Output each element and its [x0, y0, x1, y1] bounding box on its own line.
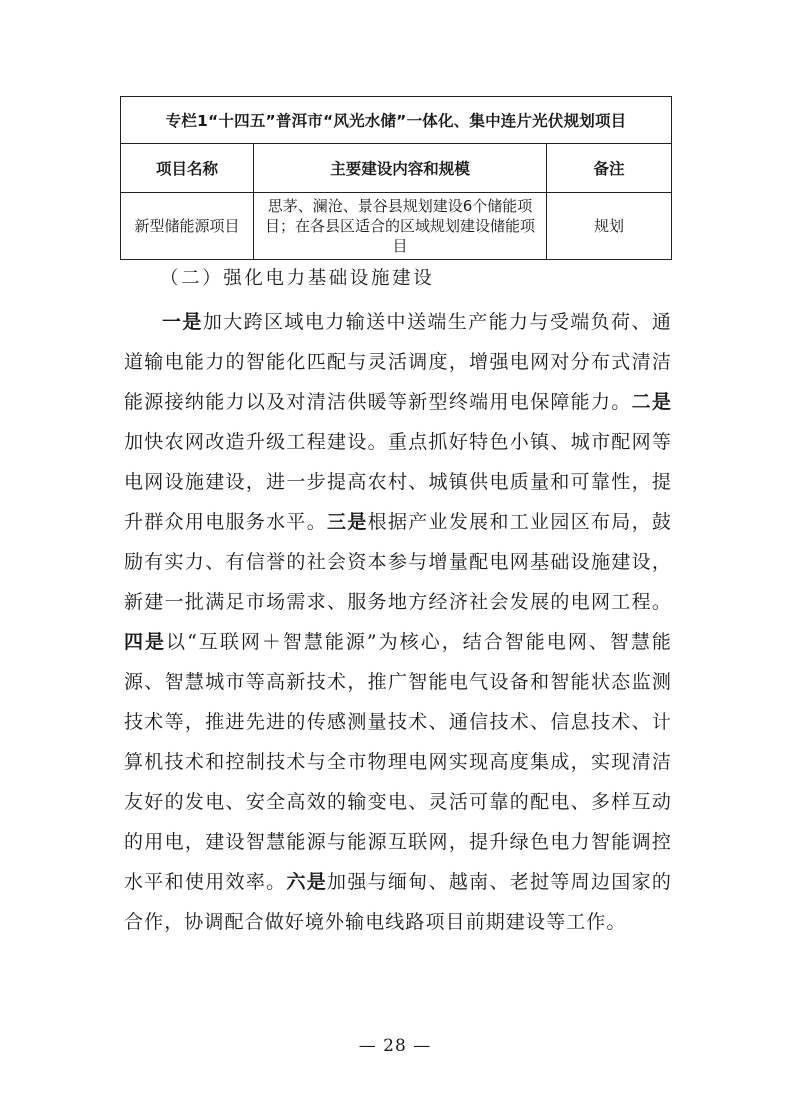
item-marker: 一是: [162, 311, 203, 333]
cell-main-content: [254, 193, 547, 260]
item-marker: 六是: [286, 871, 328, 893]
cell-content-line: 思茅、澜沧、景谷县规划建设6个储能项: [267, 197, 533, 215]
page-number: — 28 —: [358, 1036, 432, 1056]
item-text: 加大跨区域电力输送中送端生产能力与受端负荷、通道输电能力的智能化匹配与灵活调度，增强电网对分布式清洁能源接纳能力以及对清洁供暖等新型终端用电保障能力。: [124, 311, 672, 413]
cell-content-line: 目: [392, 237, 408, 255]
item-text: 加强与缅甸、越南、老挝等周边国家的合作，协调配合做好境外输电线路项目前期建设等工作。: [124, 871, 672, 933]
cell-project-name: 新型储能源项目: [121, 193, 254, 260]
item-marker: 四是: [124, 631, 167, 653]
header-project-name: 项目名称: [121, 144, 254, 193]
section-heading: （二）强化电力基础设施建设: [160, 268, 435, 289]
table-caption-row: [121, 97, 672, 144]
table-caption: 专栏1“十四五”普洱市“风光水储”一体化、集中连片光伏规划项目: [121, 97, 672, 144]
body-paragraph: [124, 302, 672, 942]
item-marker: 二是: [631, 391, 672, 413]
item-text: 加快农网改造升级工程建设。重点抓好特色小镇、城市配网等电网设施建设，进一步提高农村、城镇供电质量和可靠性，提升群众用电服务水平。: [124, 431, 672, 533]
table-row: [121, 193, 672, 260]
body-text: [124, 302, 672, 942]
cell-content-line: 目；在各县区适合的区域规划建设储能项: [264, 217, 535, 235]
project-table: [120, 96, 672, 260]
header-main-content: 主要建设内容和规模: [254, 144, 547, 193]
table-header-row: [121, 144, 672, 193]
item-marker: 三是: [327, 511, 368, 533]
cell-note: 规划: [547, 193, 672, 260]
item-text: 根据产业发展和工业园区布局，鼓励有实力、有信誉的社会资本参与增量配电网基础设施建设，新建一批满足市场需求、服务地方经济社会发展的电网工程。: [124, 511, 672, 613]
header-note: 备注: [547, 144, 672, 193]
item-text: 以“互联网＋智慧能源”为核心，结合智能电网、智慧能源、智慧城市等高新技术，推广智能电气设备和智能状态监测技术等，推进先进的传感测量技术、通信技术、信息技术、计算机技术和控制技术与全市物理电网实现高度集成，实现清洁友好的发电、安全高效的输变电、灵活可靠的配电、多样互动的用电，建设智慧能源与能源互联网，提升绿色电力智能调控水平和使用效率。: [124, 631, 672, 893]
